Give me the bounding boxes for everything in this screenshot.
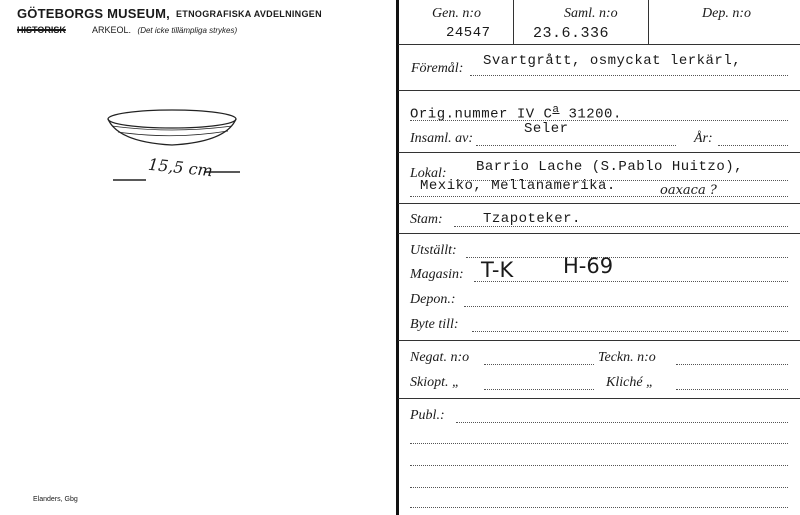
depon-label: Depon.: bbox=[410, 292, 456, 307]
stam-dots bbox=[454, 226, 788, 227]
header-col-divider-2 bbox=[648, 0, 649, 44]
publ-dots-1 bbox=[456, 422, 788, 423]
byte-divider bbox=[398, 340, 800, 341]
publ-dots-5 bbox=[410, 507, 788, 508]
ar-dots bbox=[718, 145, 788, 146]
header-col-divider-1 bbox=[513, 0, 514, 44]
utstallt-label: Utställt: bbox=[410, 243, 457, 258]
museum-title: GÖTEBORGS MUSEUM, bbox=[17, 6, 170, 21]
magasin-value-2: H-69 bbox=[563, 254, 614, 278]
saml-number-value: 23.6.336 bbox=[533, 25, 610, 42]
negat-label: Negat. n:o bbox=[410, 350, 470, 365]
insaml-dots bbox=[476, 145, 676, 146]
card-left-border bbox=[396, 0, 399, 515]
publ-label: Publ.: bbox=[410, 408, 445, 423]
byte-dots bbox=[472, 331, 788, 332]
orig-dots bbox=[410, 120, 788, 121]
ar-label: År: bbox=[694, 131, 713, 146]
lokal-value-1: Barrio Lache (S.Pablo Huitzo), bbox=[476, 159, 744, 175]
department-arkeol: ARKEOL. bbox=[92, 25, 132, 35]
orig-sup: a bbox=[552, 104, 560, 116]
saml-number-label: Saml. n:o bbox=[564, 6, 618, 21]
lokal-dots-2 bbox=[410, 196, 788, 197]
foremal-value: Svartgrått, osmyckat lerkärl, bbox=[483, 53, 742, 69]
printer-mark: Elanders, Gbg bbox=[33, 496, 78, 503]
stam-divider bbox=[398, 233, 800, 234]
insaml-value: Seler bbox=[524, 121, 569, 137]
magasin-value-1: T-K bbox=[481, 258, 514, 282]
foremal-dots bbox=[470, 75, 788, 76]
stam-label: Stam: bbox=[410, 212, 443, 227]
lokal-divider bbox=[398, 203, 800, 204]
department-note: (Det icke tillämpliga strykes) bbox=[137, 26, 238, 35]
depon-dots bbox=[464, 306, 788, 307]
byte-label: Byte till: bbox=[410, 317, 459, 332]
gen-number-value: 24547 bbox=[446, 25, 491, 41]
lokal-value-2: Mexiko, Mellanamerika. bbox=[420, 178, 616, 194]
teckn-label: Teckn. n:o bbox=[598, 350, 656, 365]
bowl-measurement: 15,5 cm bbox=[147, 154, 214, 181]
publ-dots-3 bbox=[410, 465, 788, 466]
skiopt-dots bbox=[484, 389, 594, 390]
magasin-label: Magasin: bbox=[410, 267, 464, 282]
stam-value: Tzapoteker. bbox=[483, 211, 581, 227]
foremal-divider bbox=[398, 90, 800, 91]
foremal-label: Föremål: bbox=[411, 61, 464, 76]
publ-dots-4 bbox=[410, 487, 788, 488]
gen-number-label: Gen. n:o bbox=[432, 6, 481, 21]
orig-prefix: Orig.nummer IV C bbox=[410, 106, 553, 123]
lokal-handwritten: oaxaca ? bbox=[660, 183, 717, 198]
utstallt-dots bbox=[466, 257, 788, 258]
insaml-label: Insaml. av: bbox=[410, 131, 473, 146]
lokal-label: Lokal: bbox=[410, 166, 447, 181]
kliche-dots bbox=[676, 389, 788, 390]
header-divider bbox=[398, 44, 800, 45]
teckn-dots bbox=[676, 364, 788, 365]
bowl-sketch bbox=[108, 110, 236, 145]
magasin-dots bbox=[474, 281, 788, 282]
kliche-label: Kliché „ bbox=[606, 375, 654, 390]
struck-department: HISTORISK bbox=[17, 25, 66, 35]
negat-dots bbox=[484, 364, 594, 365]
department-subtitle: ETNOGRAFISKA AVDELNINGEN bbox=[176, 9, 322, 19]
negat-divider bbox=[398, 398, 800, 399]
orig-num: 31200. bbox=[568, 106, 622, 123]
publ-dots-2 bbox=[410, 443, 788, 444]
skiopt-label: Skiopt. „ bbox=[410, 375, 460, 390]
insaml-divider bbox=[398, 152, 800, 153]
dep-number-label: Dep. n:o bbox=[702, 6, 751, 21]
